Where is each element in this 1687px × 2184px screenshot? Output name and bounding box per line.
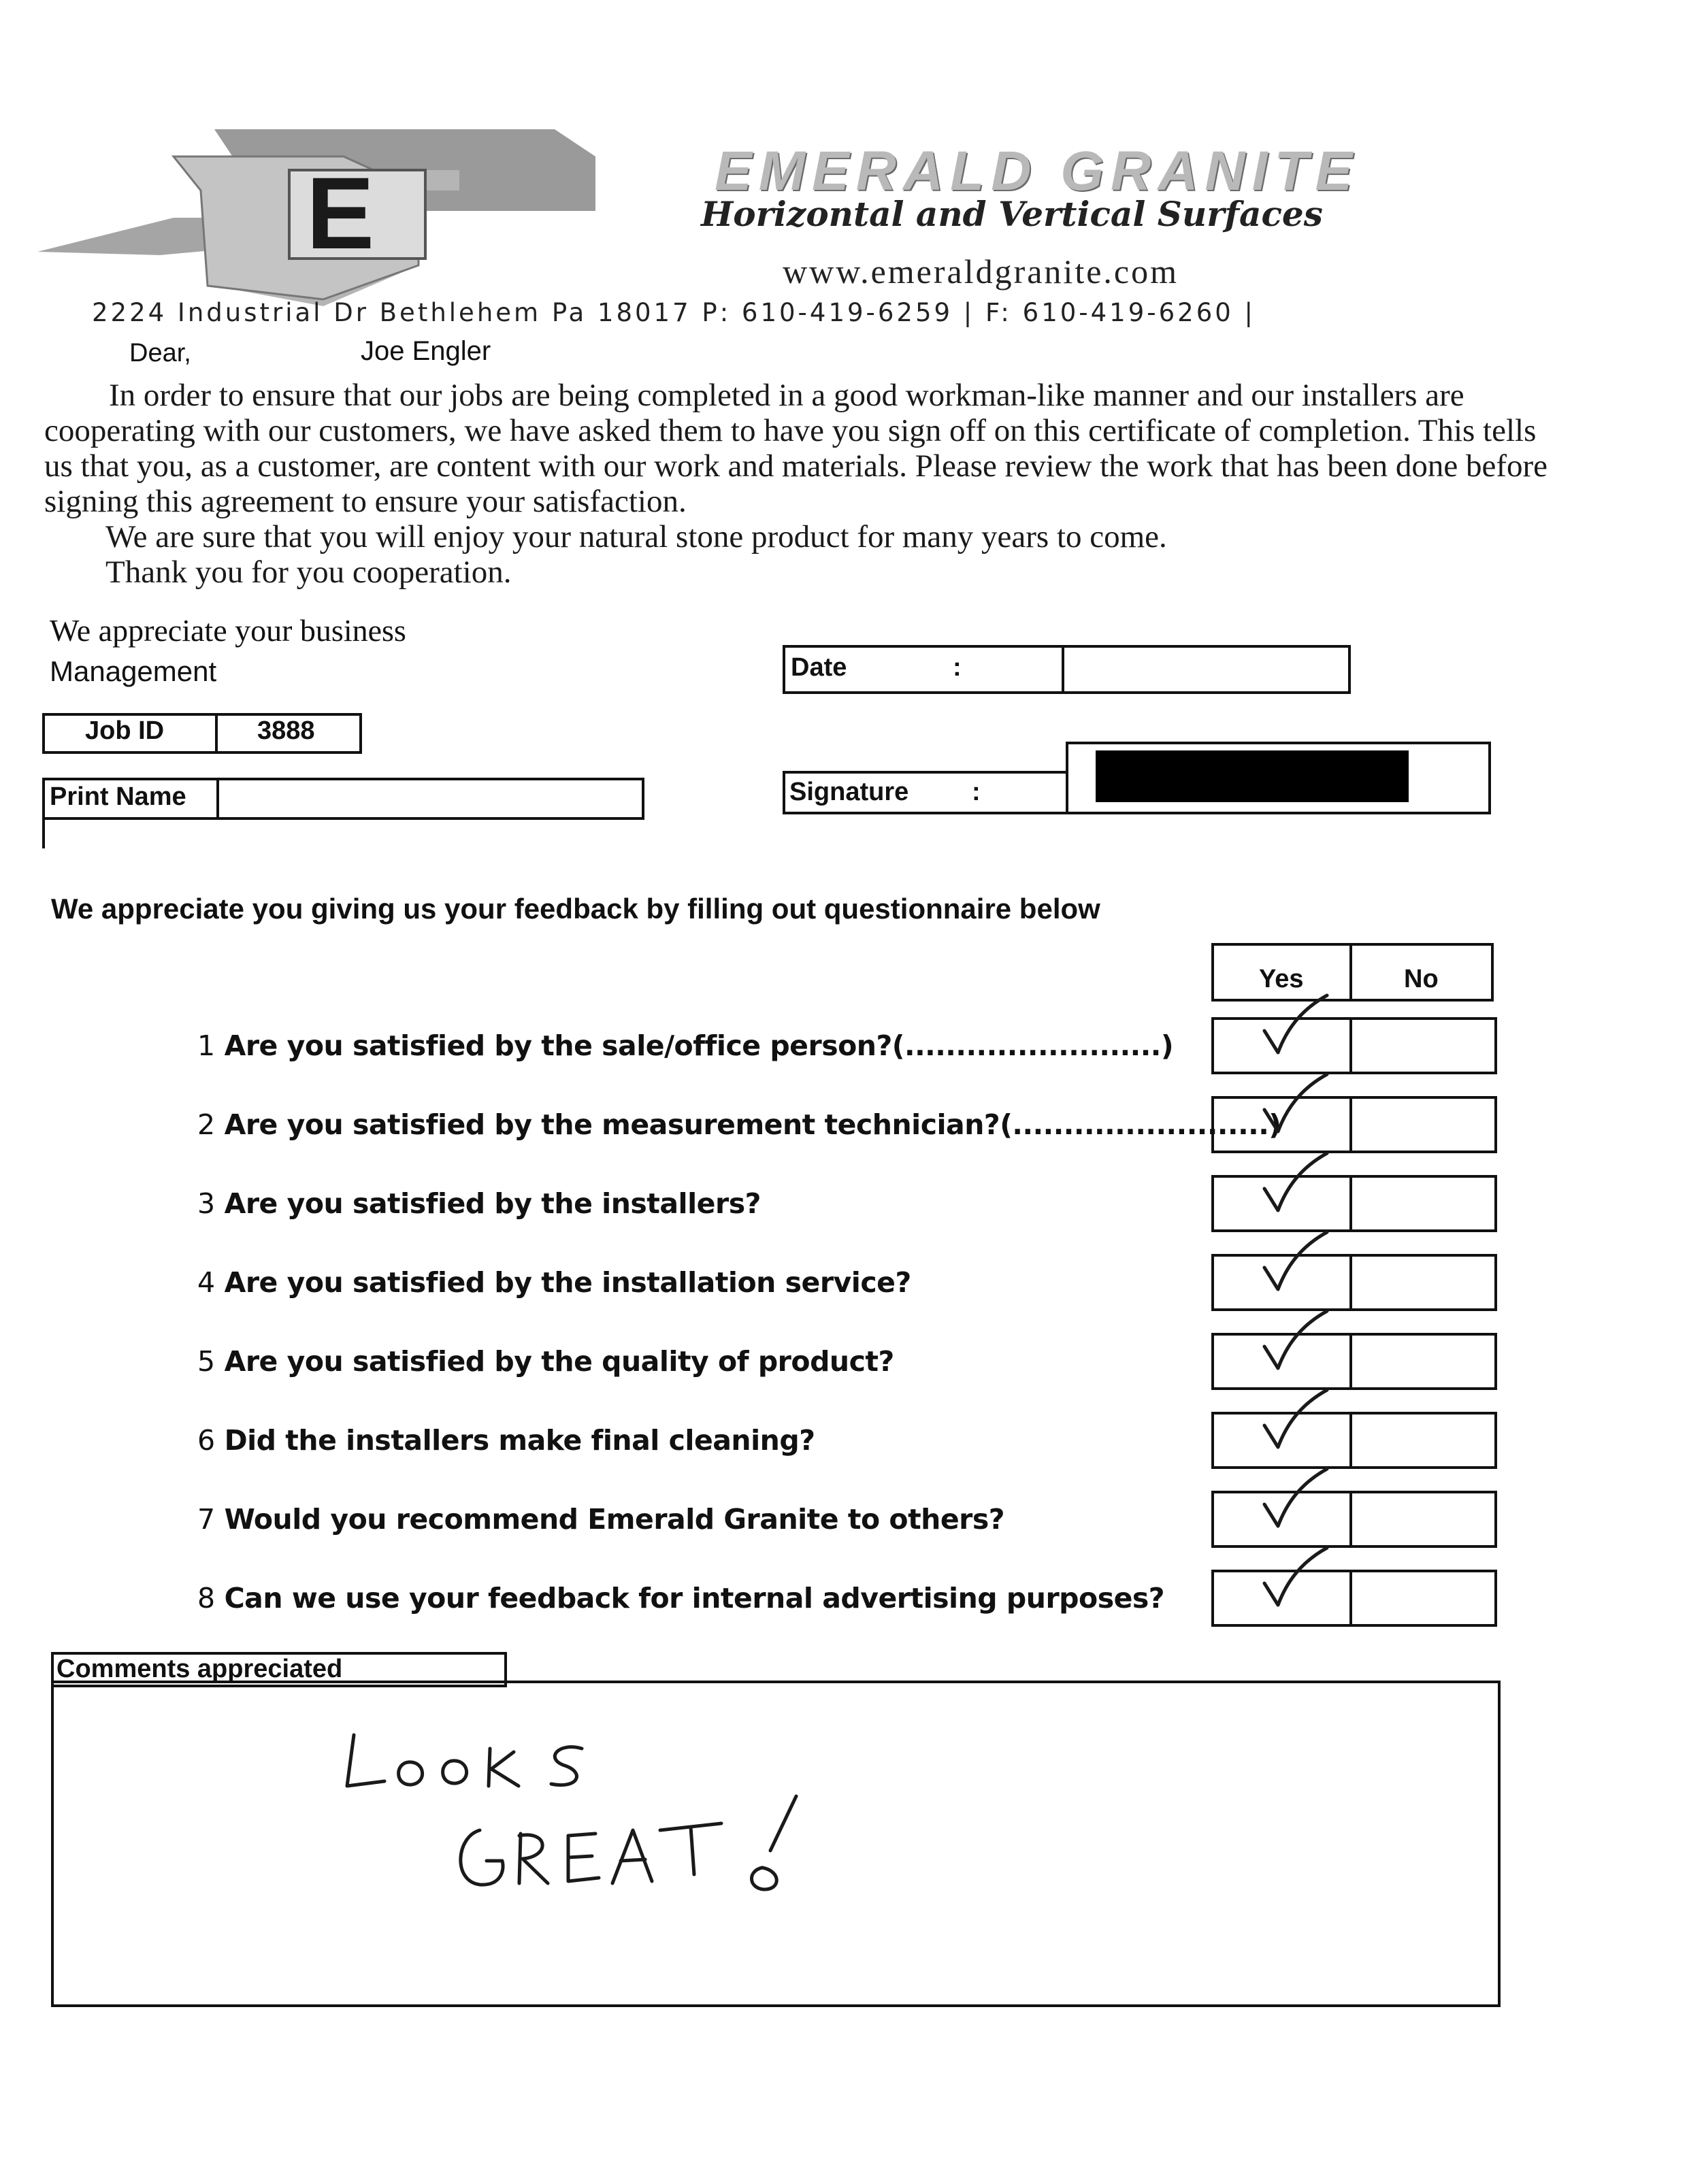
letter-body (44, 378, 1552, 590)
question-number: 7 (197, 1503, 215, 1536)
closing-signoff: Management (50, 655, 217, 687)
question-number: 3 (197, 1187, 215, 1220)
no-checkbox[interactable] (1352, 1096, 1497, 1153)
company-logo (37, 129, 595, 306)
question-text (197, 1266, 911, 1299)
company-address: 2224 Industrial Dr Bethlehem Pa 18017 P: 610-419-6259 | F: 610-419-6260 | (92, 298, 1256, 327)
question-label: Are you satisfied by the sale/office person?(.........................) (224, 1029, 1174, 1062)
company-website: www.emeraldgranite.com (783, 252, 1179, 291)
question-text (197, 1345, 894, 1378)
letter-paragraph: Thank you for you cooperation. (105, 555, 512, 590)
no-column-header: No (1404, 965, 1439, 993)
job-id-value: 3888 (257, 716, 315, 745)
letter-paragraph: We are sure that you will enjoy your natural stone product for many years to come. (105, 519, 1167, 555)
svg-text:E: E (306, 156, 375, 270)
question-number: 6 (197, 1424, 215, 1457)
question-label: Are you satisfied by the measurement technician?(.........................) (224, 1108, 1281, 1141)
question-text (197, 1424, 815, 1457)
checkmark-icon (1252, 1148, 1334, 1223)
divider (1062, 645, 1064, 694)
question-text (197, 1503, 1004, 1536)
no-checkbox[interactable] (1352, 1254, 1497, 1311)
signature-redaction (1096, 750, 1409, 802)
checkmark-icon (1252, 990, 1334, 1065)
question-text (197, 1187, 761, 1220)
signature-label: Signature (789, 778, 909, 806)
question-number: 8 (197, 1582, 215, 1615)
question-text (197, 1582, 1164, 1615)
question-label: Are you satisfied by the quality of product? (224, 1345, 894, 1378)
checkmark-icon (1252, 1069, 1334, 1144)
questionnaire-title: We appreciate you giving us your feedback by filling out questionnaire below (51, 893, 1100, 925)
checkmark-icon (1252, 1542, 1334, 1617)
print-name-label: Print Name (50, 782, 186, 811)
salutation-dear: Dear, (129, 339, 191, 367)
question-text (197, 1029, 1173, 1062)
no-checkbox[interactable] (1352, 1491, 1497, 1548)
question-number: 5 (197, 1345, 215, 1378)
closing-line: We appreciate your business (50, 613, 406, 648)
question-label: Can we use your feedback for internal advertising purposes? (224, 1582, 1165, 1615)
signature-colon: : (972, 778, 981, 806)
question-number: 2 (197, 1108, 215, 1141)
yes-column-header: Yes (1259, 965, 1304, 993)
divider (42, 820, 45, 848)
question-label: Did the installers make final cleaning? (224, 1424, 815, 1457)
question-text (197, 1108, 1281, 1141)
job-id-label: Job ID (85, 716, 165, 745)
checkmark-icon (1252, 1463, 1334, 1538)
question-label: Would you recommend Emerald Granite to others? (224, 1503, 1005, 1536)
checkmark-icon (1252, 1385, 1334, 1459)
no-checkbox[interactable] (1352, 1333, 1497, 1390)
question-number: 1 (197, 1029, 215, 1062)
divider (215, 713, 218, 754)
customer-name: Joe Engler (361, 336, 491, 366)
company-tagline: Horizontal and Vertical Surfaces (701, 194, 1323, 234)
date-colon: : (953, 653, 962, 682)
divider (216, 778, 219, 820)
checkmark-icon (1252, 1306, 1334, 1380)
no-checkbox[interactable] (1352, 1570, 1497, 1627)
question-number: 4 (197, 1266, 215, 1299)
divider (1349, 943, 1352, 1002)
letter-paragraph: In order to ensure that our jobs are being completed in a good workman-like manner and our installers are cooperating with our customers, we have asked them to have you sign off on this certificate of completion. This tells us that you, as a customer, are content with our work and materials. Please review the work that has been done before signing this agreement to ensure your satisfaction. (44, 378, 1547, 519)
handwritten-comment (327, 1721, 912, 1925)
company-name: EMERALD GRANITE (715, 140, 1360, 202)
no-checkbox[interactable] (1352, 1175, 1497, 1232)
date-field[interactable] (783, 645, 1351, 694)
date-label: Date (791, 653, 847, 682)
question-label: Are you satisfied by the installation service? (224, 1266, 911, 1299)
comments-label: Comments appreciated (56, 1655, 343, 1683)
question-label: Are you satisfied by the installers? (224, 1187, 761, 1220)
no-checkbox[interactable] (1352, 1017, 1497, 1074)
no-checkbox[interactable] (1352, 1412, 1497, 1469)
checkmark-icon (1252, 1227, 1334, 1302)
